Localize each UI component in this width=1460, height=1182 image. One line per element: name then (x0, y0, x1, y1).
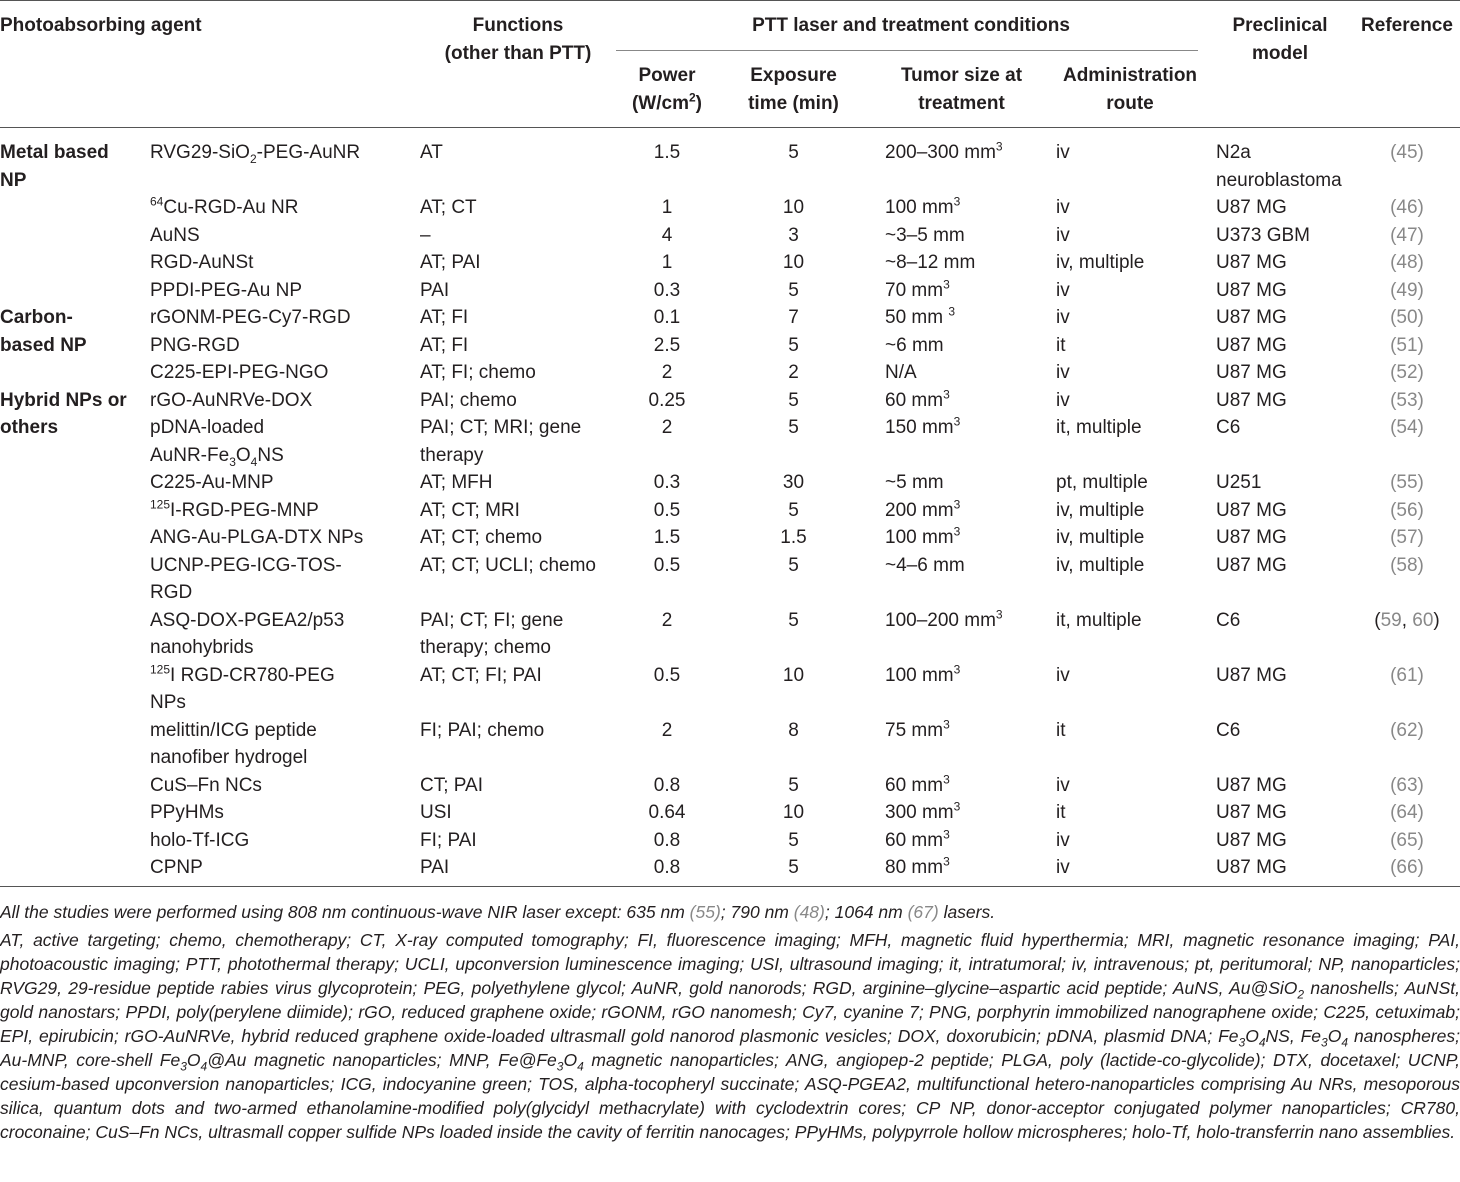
reference-link[interactable]: (57) (1390, 527, 1424, 548)
group-carbon: Carbon- based NP (0, 307, 87, 356)
size-cell: N/A (885, 362, 917, 383)
reference-link[interactable]: (53) (1390, 389, 1424, 411)
time-cell: 5 (788, 609, 799, 631)
time-cell: 7 (788, 307, 799, 328)
group-metal: Metal based NP (0, 142, 109, 191)
power-cell: 2 (661, 417, 673, 438)
reference-link[interactable]: (45) (1390, 142, 1424, 163)
functions-cell: AT; MFH (420, 472, 493, 493)
table-row (0, 827, 1460, 855)
agent-cell: $^{64}$Cu-RGD-Au NR (150, 194, 299, 218)
functions-cell: USI (420, 802, 452, 823)
time-cell: 10 (782, 252, 805, 273)
power-cell: 0.5 (653, 499, 681, 521)
route-cell: iv, multiple (1056, 554, 1145, 576)
table-row (0, 249, 1460, 277)
power-cell: 0.3 (653, 279, 681, 301)
size-cell: 60 $mm^3$ (885, 827, 950, 851)
power-cell: 0.3 (653, 472, 681, 493)
size-cell: 100 $mm^3$ (885, 194, 961, 218)
agent-cell: rGONM-PEG-Cy7-RGD (150, 307, 351, 328)
route-cell: pt, multiple (1056, 472, 1148, 493)
functions-cell: AT; CT; MRI (420, 499, 520, 521)
size-cell: 300 $mm^3$ (885, 799, 961, 823)
route-cell: iv (1056, 307, 1070, 328)
agent-cell: PPDI-PEG-Au NP (150, 279, 303, 301)
reference-link[interactable]: (61) (1390, 664, 1424, 686)
time-cell: 5 (788, 774, 799, 796)
model-cell: U87 MG (1216, 829, 1287, 851)
agent-cell: rGO-AuNRVe-DOX (150, 389, 313, 411)
time-cell: 10 (782, 197, 805, 218)
header-reference: Reference (1361, 15, 1453, 36)
power-cell: 4 (661, 224, 673, 246)
header-ptt: PTT laser and treatment conditions (752, 15, 1070, 36)
reference-link[interactable]: (47) (1390, 224, 1424, 246)
model-cell: U87 MG (1216, 252, 1287, 273)
size-cell: 100 $mm^3$ (885, 662, 961, 686)
model-cell: U251 (1216, 472, 1262, 493)
group-hybrid: Hybrid NPs or others (0, 389, 127, 438)
size-cell: 50 mm $^3$ (885, 304, 956, 328)
agent-cell: CPNP (150, 857, 203, 878)
reference-link[interactable]: (48) (793, 902, 825, 922)
power-cell: 0.8 (653, 857, 681, 878)
size-cell: 200 $mm^3$ (885, 497, 961, 521)
route-cell: iv (1056, 279, 1070, 301)
functions-cell: AT; CT; FI; PAI (420, 664, 542, 686)
table-row (0, 332, 1460, 360)
header-exposure: Exposure time (min) (748, 65, 839, 114)
size-cell: 75 $mm^3$ (885, 717, 950, 741)
reference-link[interactable]: 59 (1380, 609, 1402, 631)
power-cell: 2.5 (653, 334, 681, 356)
model-cell: C6 (1216, 609, 1241, 631)
reference-link[interactable]: (63) (1390, 774, 1424, 796)
route-cell: iv (1056, 362, 1070, 383)
time-cell: 5 (788, 857, 799, 878)
time-cell: 5 (788, 417, 799, 438)
size-cell: 60 $mm^3$ (885, 387, 950, 411)
agent-cell: pDNA-loaded AuNR-$Fe_3O_4NS$ (150, 417, 284, 469)
route-cell: iv (1056, 224, 1070, 246)
power-cell: 0.5 (653, 664, 681, 686)
functions-cell: PAI (420, 857, 450, 878)
time-cell: 8 (788, 719, 799, 741)
route-cell: iv (1056, 142, 1070, 163)
route-cell: iv, multiple (1056, 499, 1145, 521)
agent-cell: $^{125}$I RGD-CR780-PEG NPs (150, 662, 335, 713)
functions-cell: AT; CT (420, 197, 477, 218)
table-row (0, 127, 1460, 194)
time-cell: 5 (788, 829, 799, 851)
functions-cell: AT; PAI (420, 252, 481, 273)
reference-link[interactable]: (65) (1390, 829, 1424, 851)
power-cell: 0.64 (648, 802, 686, 823)
route-cell: iv (1056, 774, 1070, 796)
power-cell: 2 (661, 362, 673, 383)
table-row (0, 854, 1460, 882)
time-cell: 5 (788, 334, 799, 356)
table-row (0, 222, 1460, 250)
reference-link[interactable]: (48) (1390, 252, 1424, 273)
model-cell: U87 MG (1216, 307, 1287, 328)
model-cell: U87 MG (1216, 362, 1287, 383)
size-cell: 150 $mm^3$ (885, 414, 961, 438)
power-cell: 2 (661, 719, 673, 741)
reference-link[interactable]: (46) (1390, 197, 1424, 218)
reference-link[interactable]: (49) (1390, 279, 1424, 301)
table-bottom-rule (0, 886, 1460, 887)
footnote-abbreviations: AT, active targeting; chemo, chemotherapy; CT, X-ray computed tomography; FI, fluorescence imaging; MFH, magnetic fluid hyperthermia; MRI, magnetic resonance imaging; PAI, photoacoustic imaging; PTT, photothermal therapy; UCLI, upconversion luminescence imaging; USI, ultrasound imaging; it, intratumoral; iv, intravenous; pt, peritumoral; NP, nanoparticles; RVG29, 29-residue peptide rabies virus glycoprotein; PEG, polyethylene glycol; AuNR, gold nanorods; RGD, arginine–glycine–aspartic acid peptide; AuNS, Au@SiO$_2$ nanoshells; AuNSt, gold nanostars; PPDI, poly(perylene diimide); rGO, reduced graphene oxide; rGONM, rGO nanomesh; Cy7, cyanine 7; PNG, porphyrin immobilized nanographene oxide; C225, cetuximab; EPI, epirubicin; rGO-AuNRVe, hybrid reduced graphene oxide-loaded ultrasmall gold nanorod plasmonic vesicles; DOX, doxorubicin; pDNA, plasmid DNA; $Fe_3O_4NS$, $Fe_3O_4$ nanospheres; Au-MNP, core-shell $Fe_3O_4@Au$ magnetic nanoparticles; MNP, $Fe@Fe_3O_4$ magnetic nanoparticles; ANG, angiopep-2 peptide; PLGA, poly (lactide-co-glycolide); DTX, docetaxel; UCNP, cesium-based upconversion nanoparticles; ICG, indocyanine green; TOS, alpha-tocopheryl succinate; ASQ-PGEA2, multifunctional hetero-nanoparticles comprising Au NRs, mesoporous silica, quantum dots and two-armed ethanolamine-modified poly(glycidyl methacrylate) with cyclodextrin cores; CP NP, donor-acceptor conjugated polymer nanoparticles; CR780, croconaine; CuS–Fn NCs, ultrasmall copper sulfide NPs loaded inside the cavity of ferritin nanocages; PPyHMs, polypyrrole hollow microspheres; holo-Tf, holo-transferrin nano assemblies. (0, 930, 1460, 1142)
functions-cell: FI; PAI (420, 829, 477, 851)
route-cell: iv, multiple (1056, 527, 1145, 548)
model-cell: U373 GBM (1216, 224, 1310, 246)
reference-link[interactable]: (51) (1390, 334, 1424, 356)
agent-cell: AuNS (150, 224, 200, 246)
table-row (0, 607, 1460, 662)
agent-cell: ASQ-DOX-PGEA2/p53 nanohybrids (150, 609, 345, 658)
model-cell: U87 MG (1216, 664, 1287, 686)
model-cell: U87 MG (1216, 527, 1287, 548)
table-row (0, 497, 1460, 525)
agent-cell: melittin/ICG peptide nanofiber hydrogel (150, 719, 317, 768)
time-cell: 2 (788, 362, 799, 383)
functions-cell: PAI (420, 279, 450, 301)
table-row (0, 194, 1460, 222)
functions-cell: PAI; chemo (420, 389, 517, 411)
route-cell: it (1056, 334, 1066, 356)
reference-link[interactable]: (56) (1390, 499, 1424, 521)
route-cell: it (1056, 719, 1066, 741)
table-row (0, 469, 1460, 497)
power-cell: 2 (661, 609, 673, 631)
reference-link[interactable]: (52) (1390, 362, 1424, 383)
functions-cell: AT; CT; UCLI; chemo (420, 554, 596, 576)
functions-cell: AT (420, 142, 443, 163)
table-row (0, 552, 1460, 607)
model-cell: U87 MG (1216, 499, 1287, 521)
power-cell: 1.5 (653, 527, 681, 548)
model-cell: U87 MG (1216, 389, 1287, 411)
size-cell: 200–300 $mm^3$ (885, 139, 1003, 163)
reference-link[interactable]: (66) (1390, 857, 1424, 878)
model-cell: U87 MG (1216, 197, 1287, 218)
agent-cell: C225-Au-MNP (150, 472, 274, 493)
time-cell: 3 (788, 224, 799, 246)
agent-cell: UCNP-PEG-ICG-TOS- RGD (150, 554, 342, 603)
power-cell: 0.8 (653, 829, 681, 851)
model-cell: U87 MG (1216, 334, 1287, 356)
size-cell: 70 $mm^3$ (885, 277, 950, 301)
table-row (0, 414, 1460, 469)
agent-cell: C225-EPI-PEG-NGO (150, 362, 329, 383)
power-cell: 0.5 (653, 554, 681, 576)
route-cell: it, multiple (1056, 417, 1142, 438)
functions-cell: AT; FI (420, 334, 469, 356)
time-cell: 5 (788, 554, 799, 576)
model-cell: U87 MG (1216, 857, 1287, 878)
time-cell: 5 (788, 142, 799, 163)
functions-cell: PAI; CT; MRI; gene therapy (420, 417, 582, 466)
reference-link[interactable]: (50) (1390, 307, 1424, 328)
time-cell: 10 (782, 664, 805, 686)
power-cell: 1 (661, 197, 673, 218)
model-cell: U87 MG (1216, 279, 1287, 301)
functions-cell: – (420, 224, 431, 246)
time-cell: 10 (782, 802, 805, 823)
size-cell: 100 $mm^3$ (885, 524, 961, 548)
agent-cell: $^{125}$I-RGD-PEG-MNP (150, 497, 319, 521)
route-cell: iv (1056, 857, 1070, 878)
time-cell: 5 (788, 279, 799, 301)
model-cell: U87 MG (1216, 554, 1287, 576)
table-footnotes (0, 900, 1460, 1148)
functions-cell: CT; PAI (420, 774, 483, 796)
reference-link[interactable]: (55) (1390, 472, 1424, 493)
reference-link[interactable]: (58) (1390, 554, 1424, 576)
functions-cell: FI; PAI; chemo (420, 719, 545, 741)
table-row (0, 799, 1460, 827)
model-cell: U87 MG (1216, 802, 1287, 823)
header-functions: Functions (other than PTT) (444, 15, 592, 64)
header-model: Preclinical model (1232, 15, 1328, 64)
size-cell: ~8–12 mm (885, 252, 976, 273)
footnote-lasers: All the studies were performed using 808 nm continuous-wave NIR laser except: 635 nm (55); 790 nm (48); 1064 nm (67) lasers. (0, 902, 996, 922)
agent-cell: ANG-Au-PLGA-DTX NPs (150, 527, 364, 548)
reference-link[interactable]: 60 (1412, 609, 1434, 631)
agent-cell: PNG-RGD (150, 334, 240, 356)
reference-link[interactable]: (64) (1390, 802, 1424, 823)
functions-cell: AT; FI (420, 307, 469, 328)
reference-link[interactable]: (67) (907, 902, 939, 922)
route-cell: iv (1056, 389, 1070, 411)
time-cell: 5 (788, 389, 799, 411)
functions-cell: AT; CT; chemo (420, 527, 543, 548)
table-row (0, 277, 1460, 305)
time-cell: 1.5 (780, 527, 807, 548)
agent-cell: PPyHMs (150, 802, 224, 823)
agent-cell: RGD-AuNSt (150, 252, 254, 273)
model-cell: C6 (1216, 719, 1241, 741)
functions-cell: AT; FI; chemo (420, 362, 536, 383)
route-cell: iv (1056, 664, 1070, 686)
header-tumor-size: Tumor size at treatment (900, 65, 1023, 114)
size-cell: ~4–6 mm (885, 554, 965, 576)
model-cell: U87 MG (1216, 774, 1287, 796)
route-cell: iv (1056, 829, 1070, 851)
power-cell: 0.1 (653, 307, 681, 328)
route-cell: it, multiple (1056, 609, 1142, 631)
size-cell: 80 $mm^3$ (885, 854, 950, 878)
size-cell: ~3–5 mm (885, 224, 965, 246)
table-row (0, 359, 1460, 387)
power-cell: 1 (661, 252, 673, 273)
agent-cell: CuS–Fn NCs (150, 774, 262, 796)
agent-cell: RVG29-SiO$_2$-PEG-AuNR (150, 142, 361, 166)
power-cell: 0.25 (648, 389, 686, 411)
header-power: Power $(W/cm^2)$ (631, 65, 702, 114)
reference-cell: (59, 60) (1374, 609, 1440, 631)
route-cell: iv, multiple (1056, 252, 1145, 273)
table-row (0, 524, 1460, 552)
power-cell: 1.5 (653, 142, 681, 163)
reference-link[interactable]: (55) (689, 902, 721, 922)
model-cell: C6 (1216, 417, 1241, 438)
table-row (0, 717, 1460, 772)
agent-cell: holo-Tf-ICG (150, 829, 250, 851)
model-cell: N2a neuroblastoma (1216, 142, 1342, 191)
header-agent: Photoabsorbing agent (0, 15, 202, 36)
size-cell: 60 $mm^3$ (885, 772, 950, 796)
time-cell: 5 (788, 499, 799, 521)
table-row (0, 387, 1460, 415)
size-cell: ~5 mm (885, 472, 944, 493)
table-row (0, 662, 1460, 717)
size-cell: 100–200 $mm^3$ (885, 607, 1003, 631)
header-admin-route: Administration route (1062, 65, 1198, 114)
time-cell: 30 (782, 472, 805, 493)
reference-link[interactable]: (54) (1390, 417, 1424, 438)
route-cell: iv (1056, 197, 1070, 218)
size-cell: ~6 mm (885, 334, 944, 356)
functions-cell: PAI; CT; FI; gene therapy; chemo (420, 609, 564, 658)
table-row (0, 304, 1460, 332)
table-row (0, 772, 1460, 800)
power-cell: 0.8 (653, 774, 681, 796)
reference-link[interactable]: (62) (1390, 719, 1424, 741)
route-cell: it (1056, 802, 1066, 823)
